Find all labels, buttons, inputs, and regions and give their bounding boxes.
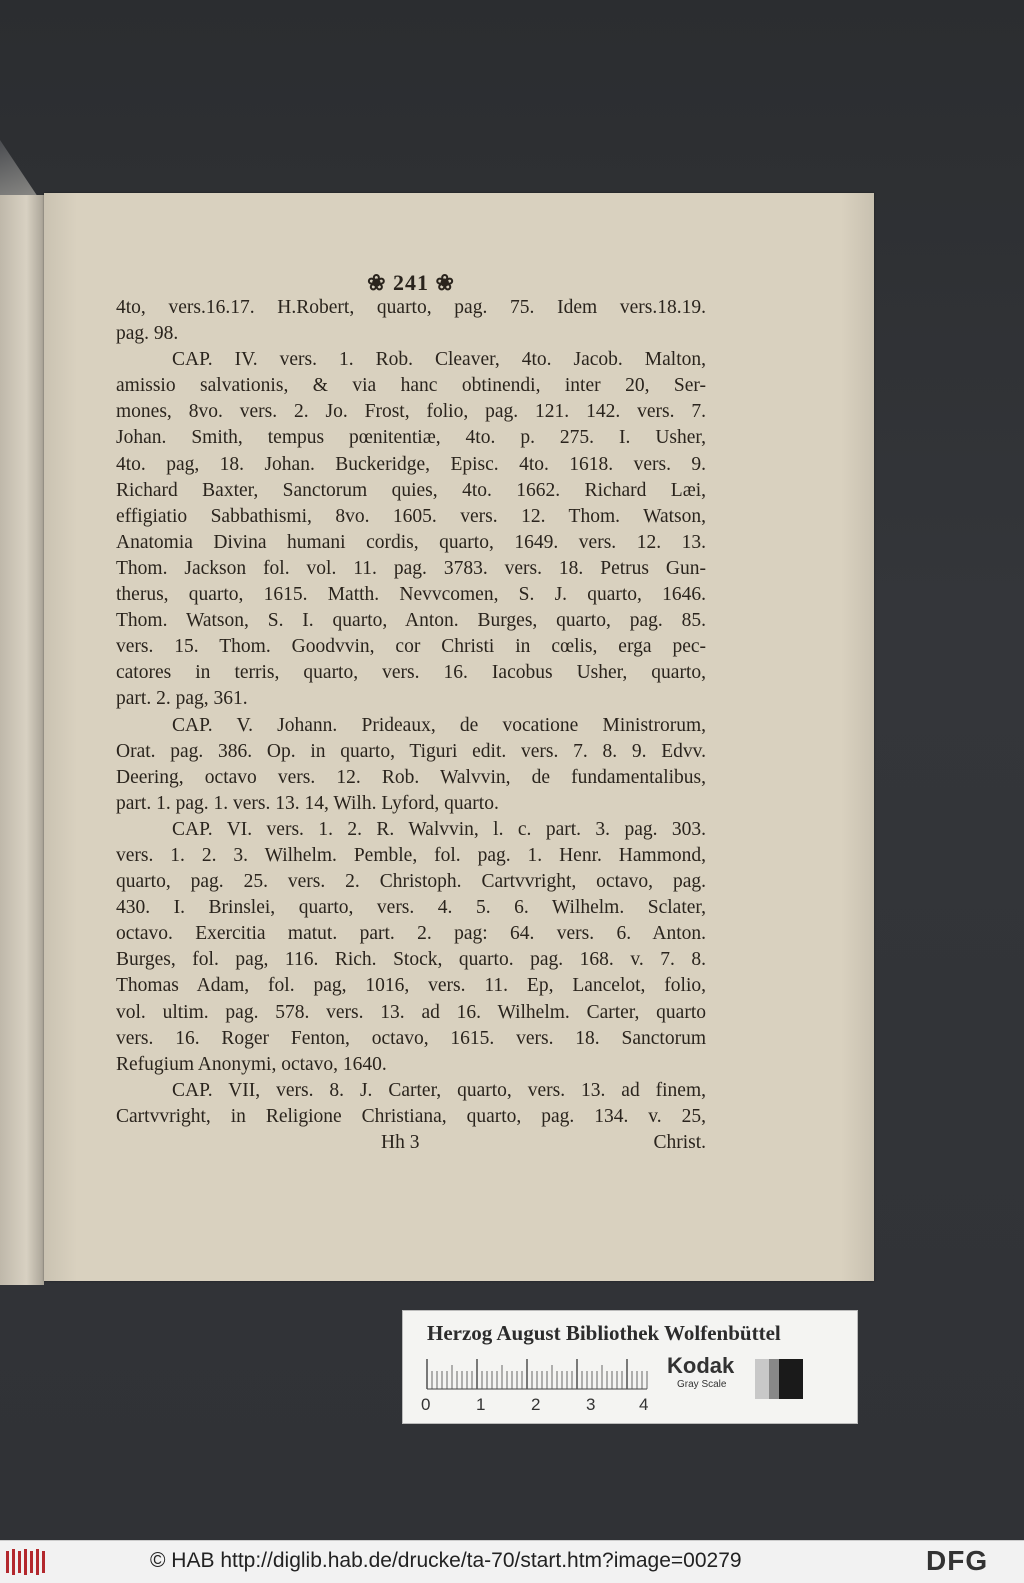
scale-number-2: 2 xyxy=(531,1395,541,1414)
scale-number-4: 4 xyxy=(639,1395,649,1414)
facing-page-edge xyxy=(0,195,44,1285)
color-calibration-card xyxy=(402,1310,858,1424)
text-line: Cartvvright, in Religione Christiana, quarto, pag. 134. v. 25, xyxy=(116,1105,706,1127)
text-line: 4to. pag, 18. Johan. Buckeridge, Episc. 4to. 1618. vers. 9. xyxy=(116,453,706,475)
text-line: Thom. Watson, S. I. quarto, Anton. Burges, quarto, pag. 85. xyxy=(116,610,706,632)
text-line: mones, 8vo. vers. 2. Jo. Frost, folio, pag. 121. 142. vers. 7. xyxy=(116,401,706,423)
text-line: Johan. Smith, tempus pœnitentiæ, 4to. p. 275. I. Usher, xyxy=(116,427,706,449)
text-line: Burges, fol. pag, 116. Rich. Stock, quarto. pag. 168. v. 7. 8. xyxy=(116,949,706,971)
text-line: Refugium Anonymi, octavo, 1640. xyxy=(116,1053,387,1075)
text-line: 4to, vers.16.17. H.Robert, quarto, pag. 75. Idem vers.18.19. xyxy=(116,297,706,318)
text-line: part. 2. pag, 361. xyxy=(116,688,248,710)
text-line: therus, quarto, 1615. Matth. Nevvcomen, S. J. quarto, 1646. xyxy=(116,584,706,606)
text-line: CAP. VII, vers. 8. J. Carter, quarto, vers. 13. ad finem, xyxy=(172,1079,706,1101)
text-line: effigiatio Sabbathismi, 8vo. 1605. vers. 12. Thom. Watson, xyxy=(116,505,706,527)
text-line: vers. 1. 2. 3. Wilhelm. Pemble, fol. pag. 1. Henr. Hammond, xyxy=(116,844,706,866)
text-line: CAP. V. Johann. Prideaux, de vocatione Ministrorum, xyxy=(172,714,706,736)
text-line: CAP. VI. vers. 1. 2. R. Walvvin, l. c. part. 3. pag. 303. xyxy=(172,818,706,840)
gray-swatch-light xyxy=(755,1359,769,1399)
text-lines xyxy=(116,295,706,1156)
copyright-url[interactable]: © HAB http://diglib.hab.de/drucke/ta-70/start.htm?image=00279 xyxy=(150,1549,742,1572)
gray-swatch-dark xyxy=(769,1359,803,1399)
text-line: Deering, octavo vers. 12. Rob. Walvvin, de fundamentalibus, xyxy=(116,766,706,788)
text-line: amissio salvationis, & via hanc obtinendi, inter 20, Ser- xyxy=(116,375,706,397)
book-page xyxy=(44,193,874,1281)
scale-number-1: 1 xyxy=(476,1395,486,1414)
library-name: Herzog August Bibliothek Wolfenbüttel xyxy=(427,1321,781,1345)
page-number-header: ❀ 241 ❀ xyxy=(367,270,455,295)
ruler-scale xyxy=(425,1357,655,1391)
scale-number-3: 3 xyxy=(586,1395,596,1414)
gray-scale-label: Gray Scale xyxy=(677,1379,727,1390)
signature-mark: Hh 3 xyxy=(381,1132,420,1153)
catchword: Christ. xyxy=(653,1132,706,1153)
dfg-logo: DFG xyxy=(926,1545,989,1576)
text-line: quarto, pag. 25. vers. 2. Christoph. Cartvvright, octavo, pag. xyxy=(116,871,706,893)
text-line: vol. ultim. pag. 578. vers. 13. ad 16. Wilhelm. Carter, quarto xyxy=(116,1001,706,1023)
text-line: Thomas Adam, fol. pag, 1016, vers. 11. Ep, Lancelot, folio, xyxy=(116,975,706,997)
text-line: part. 1. pag. 1. vers. 13. 14, Wilh. Lyford, quarto. xyxy=(116,792,499,814)
text-line: vers. 15. Thom. Goodvvin, cor Christi in cœlis, erga pec- xyxy=(116,636,706,658)
page-text xyxy=(116,271,706,1156)
catch-line xyxy=(116,1130,706,1156)
text-line: Orat. pag. 386. Op. in quarto, Tiguri edit. vers. 7. 8. 9. Edvv. xyxy=(116,740,706,762)
text-line: octavo. Exercitia matut. part. 2. pag: 64. vers. 6. Anton. xyxy=(116,923,706,945)
scale-number-0: 0 xyxy=(421,1395,431,1414)
footer-bar xyxy=(0,1540,1024,1583)
kodak-logo-text: Kodak xyxy=(667,1353,735,1378)
text-line: catores in terris, quarto, vers. 16. Iacobus Usher, quarto, xyxy=(116,662,706,684)
barcode-logo-icon xyxy=(4,1547,46,1577)
text-line: 430. I. Brinslei, quarto, vers. 4. 5. 6. Wilhelm. Sclater, xyxy=(116,897,706,919)
text-line: Anatomia Divina humani cordis, quarto, 1649. vers. 12. 13. xyxy=(116,531,706,553)
text-line: CAP. IV. vers. 1. Rob. Cleaver, 4to. Jacob. Malton, xyxy=(172,349,706,371)
text-line: Thom. Jackson fol. vol. 11. pag. 3783. vers. 18. Petrus Gun- xyxy=(116,557,706,579)
text-line: pag. 98. xyxy=(116,323,179,345)
text-line: Richard Baxter, Sanctorum quies, 4to. 1662. Richard Læi, xyxy=(116,479,706,501)
text-line: vers. 16. Roger Fenton, octavo, 1615. vers. 18. Sanctorum xyxy=(116,1027,706,1049)
